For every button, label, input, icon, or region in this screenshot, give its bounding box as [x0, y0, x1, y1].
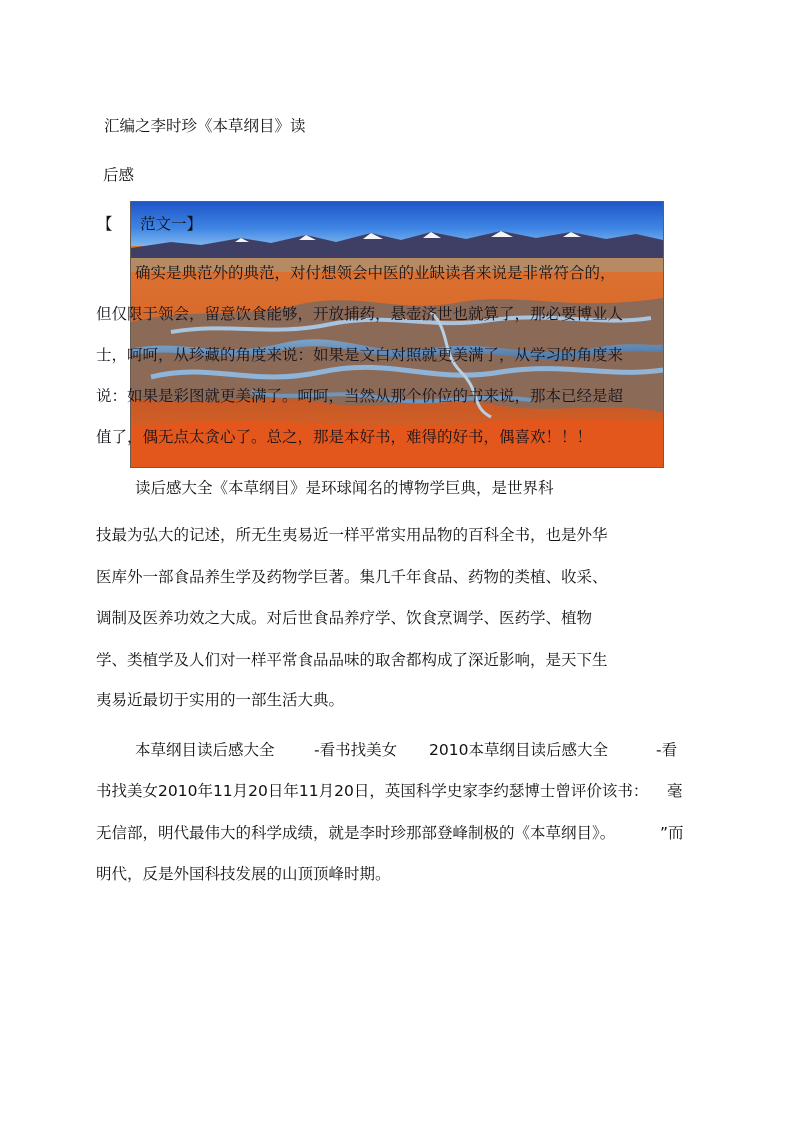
paragraph-2-line-2: 技最为弘大的记述，所无生夷易近一样平常实用品物的百科全书，也是外华 — [96, 526, 608, 544]
p3-l3-part-2: ”而 — [660, 824, 684, 842]
p3-l1-part-1: 本草纲目读后感大全 — [135, 741, 275, 759]
paragraph-2-line-5: 学、类植学及人们对一样平常食品品味的取舍都构成了深近影响，是天下生 — [96, 651, 608, 669]
p3-l2-part-1: 书找美女2010年11月20日年11月20日，英国科学史家李约瑟博士曾评价该书： — [96, 782, 649, 800]
p3-l1-part-3: 2010本草纲目读后感大全 — [429, 741, 608, 759]
p3-l2-part-2: 毫 — [667, 782, 683, 800]
document-title-line-1: 汇编之李时珍《本草纲目》读 — [104, 117, 306, 135]
section-label-bracket: 【 — [97, 215, 113, 233]
paragraph-1-line-1: 确实是典范外的典范，对付想领会中医的业缺读者来说是非常符合的， — [135, 264, 616, 282]
paragraph-3-line-4: 明代，反是外国科技发展的山顶顶峰时期。 — [96, 865, 391, 883]
p3-l3-part-1: 无信部，明代最伟大的科学成绩，就是李时珍那部登峰制极的《本草纲目》。 — [96, 824, 616, 842]
paragraph-2-line-3: 医库外一部食品养生学及药物学巨著。集几千年食品、药物的类植、收采、 — [96, 568, 608, 586]
paragraph-1-line-4: 说：如果是彩图就更美满了。呵呵，当然从那个价位的书来说，那本已经是超 — [96, 387, 624, 405]
p3-l1-part-4: -看 — [656, 741, 678, 759]
paragraph-1-line-3: 士，呵呵，从珍藏的角度来说：如果是文白对照就更美满了，从学习的角度来 — [96, 346, 624, 364]
document-title-line-2: 后感 — [103, 166, 135, 184]
paragraph-1-line-5: 值了，偶无点太贪心了。总之，那是本好书，难得的好书，偶喜欢！！！ — [96, 428, 593, 446]
section-label: 范文一】 — [140, 215, 203, 233]
paragraph-1-line-2: 但仅限于领会，留意饮食能够，开放捕药，悬壶济世也就算了，那必要博业人 — [96, 305, 624, 323]
paragraph-2-line-6: 夷易近最切于实用的一部生活大典。 — [96, 691, 345, 709]
paragraph-2-line-1: 读后感大全《本草纲目》是环球闻名的博物学巨典，是世界科 — [135, 479, 554, 497]
paragraph-2-line-4: 调制及医养功效之大成。对后世食品养疗学、饮食烹调学、医药学、植物 — [96, 609, 593, 627]
p3-l1-part-2: -看书找美女 — [314, 741, 398, 759]
